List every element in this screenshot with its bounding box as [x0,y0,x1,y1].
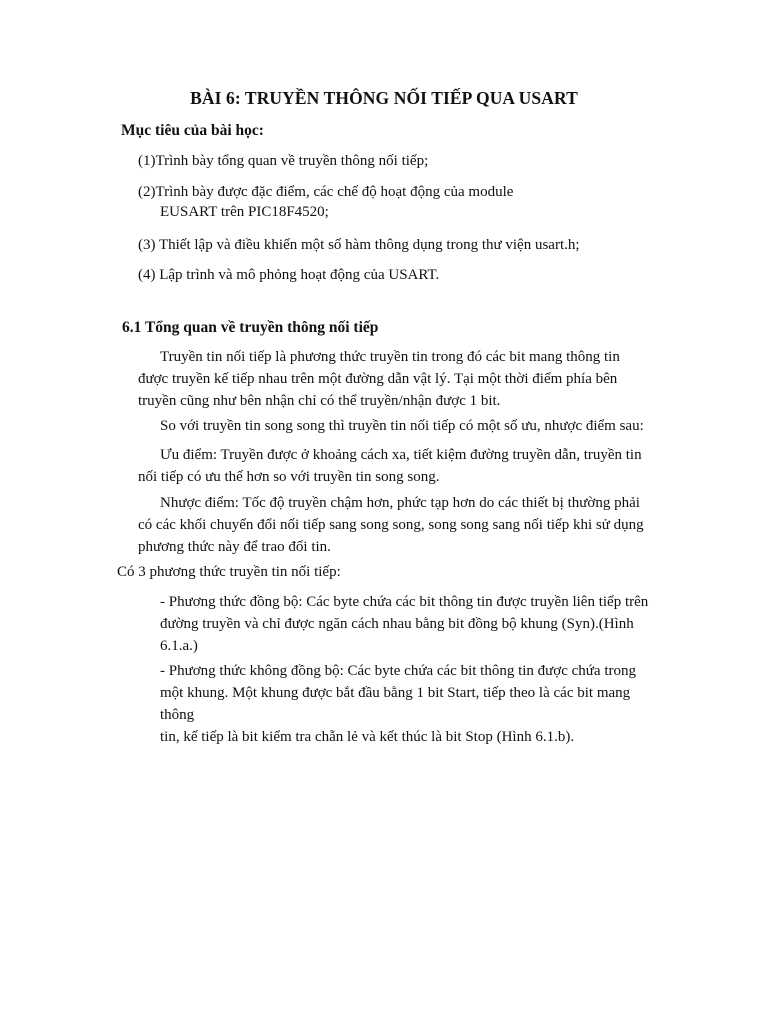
objective-item-2-continued: EUSART trên PIC18F4520; [160,204,329,220]
paragraph-line: được truyền kế tiếp nhau trên một đường dẫn vật lý. Tại một thời điểm phía bên [138,371,618,387]
page-title: BÀI 6: TRUYỀN THÔNG NỐI TIẾP QUA USART [190,88,578,108]
objective-item-4: (4) Lập trình và mô phỏng hoạt động của USART. [138,267,440,283]
objective-item-3: (3) Thiết lập và điều khiển một số hàm thông dụng trong thư viện usart.h; [138,237,580,253]
method-asynchronous [160,660,636,748]
objective-item-2: (2)Trình bày được đặc điểm, các chế độ hoạt động của module [138,184,514,200]
paragraph-line: đường truyền và chỉ được ngăn cách nhau bằng bit đồng bộ khung (Syn).(Hình [160,616,634,632]
paragraph-line: thông [160,707,195,723]
paragraph-comparison [160,415,644,437]
section-heading: 6.1 Tổng quan về truyền thông nối tiếp [122,319,379,336]
paragraph-line: 6.1.a.) [160,638,198,654]
objective-item-1: (1)Trình bày tổng quan về truyền thông nối tiếp; [138,153,429,169]
paragraph-line: phương thức này để trao đổi tin. [138,539,331,555]
paragraph-line: Nhược điểm: Tốc độ truyền chậm hơn, phức tạp hơn do các thiết bị thường phải [160,495,640,511]
paragraph-line: có các khối chuyển đổi nối tiếp sang song song, song song sang nối tiếp khi sử dụng [138,517,644,533]
paragraph-line: So với truyền tin song song thì truyền tin nối tiếp có một số ưu, nhược điểm sau: [160,418,644,434]
paragraph-line: truyền cũng như bên nhận chỉ có thể truyền/nhận được 1 bit. [138,393,501,409]
method-synchronous [160,591,648,657]
paragraph-line: nối tiếp có ưu thế hơn so với truyền tin song song. [138,469,440,485]
paragraph-line: Truyền tin nối tiếp là phương thức truyền tin trong đó các bit mang thông tin [160,349,620,365]
paragraph-line: một khung. Một khung được bắt đầu bằng 1 bit Start, tiếp theo là các bit mang [160,685,631,701]
paragraph-line: - Phương thức không đồng bộ: Các byte chứa các bit thông tin được chứa trong [160,663,637,679]
paragraph-line: tin, kế tiếp là bit kiểm tra chẵn lẻ và kết thúc là bit Stop (Hình 6.1.b). [160,729,575,745]
paragraph-line: Ưu điểm: Truyền được ở khoảng cách xa, tiết kiệm đường truyền dẫn, truyền tin [160,447,642,463]
paragraph-intro [138,346,620,412]
paragraph-line: - Phương thức đồng bộ: Các byte chứa các bit thông tin được truyền liên tiếp trên [160,594,649,610]
paragraph-disadvantages [138,492,644,558]
objectives-heading: Mục tiêu của bài học: [121,122,264,139]
paragraph-advantages [138,444,642,488]
methods-intro: Có 3 phương thức truyền tin nối tiếp: [117,564,341,580]
